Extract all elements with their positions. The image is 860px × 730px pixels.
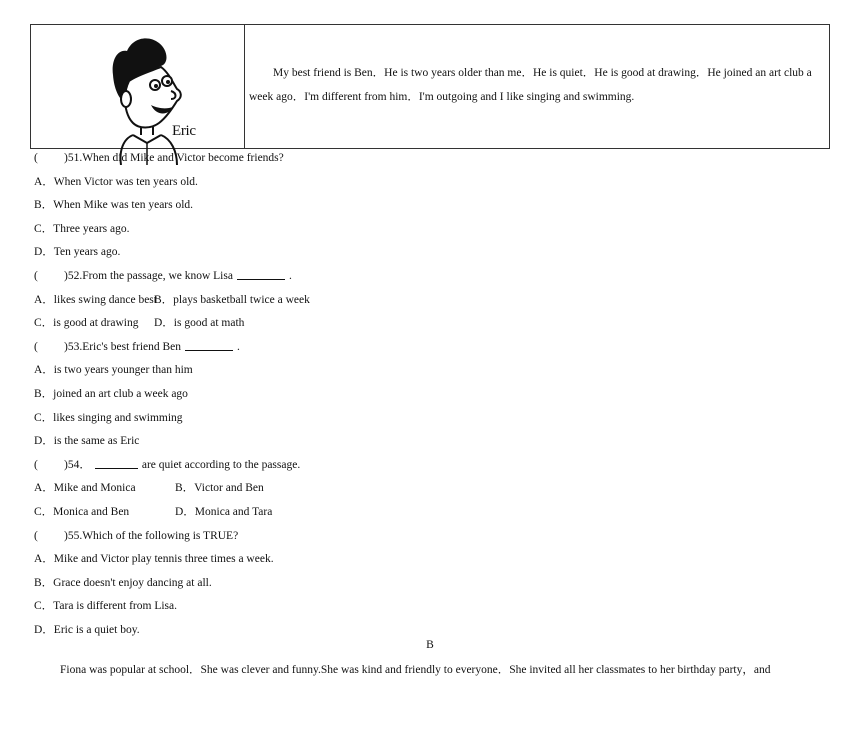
profile-picture-cell	[31, 25, 245, 148]
option: C．Tara is different from Lisa.	[34, 600, 178, 613]
question-52: ( )52.From the passage, we know Lisa .	[34, 265, 834, 289]
option-row	[34, 477, 834, 501]
option: B．When Mike was ten years old.	[34, 199, 194, 212]
profile-table	[30, 24, 830, 149]
option: A．Mike and Victor play tennis three times a week.	[34, 553, 274, 566]
passage-paragraph: Fiona was popular at school．She was clever and funny.She was kind and friendly to everyone．She invited all her classmates to her birthday party，and	[60, 664, 771, 676]
option: A．is two years younger than him	[34, 364, 193, 377]
option: B．Grace doesn't enjoy dancing at all.	[34, 576, 212, 589]
answer-blank	[185, 338, 233, 351]
option: C．likes singing and swimming	[34, 411, 183, 424]
profile-text-cell	[245, 25, 829, 148]
answer-blank	[237, 267, 285, 280]
option: B．joined an art club a week ago	[34, 387, 188, 400]
question-55: ( )55.Which of the following is TRUE?	[34, 529, 239, 542]
question-51: ( )51.When did Mike and Victor become friends?	[34, 152, 284, 164]
option: D．Monica and Tara	[175, 505, 273, 518]
question-53: ( )53.Eric's best friend Ben .	[34, 336, 834, 360]
option-row	[34, 501, 834, 525]
eric-name-label: Eric	[172, 123, 196, 139]
option: A．likes swing dance best	[34, 293, 157, 306]
option: A．When Victor was ten years old.	[34, 175, 198, 188]
option: C．is good at drawing	[34, 317, 139, 330]
answer-blank	[95, 456, 138, 469]
option: D．is good at math	[154, 317, 245, 330]
option: B．Victor and Ben	[175, 482, 264, 495]
question-stem: )55.Which of the following is TRUE?	[64, 529, 239, 542]
profile-text: My best friend is Ben．He is two years older than me．He is quiet．He is good at drawing．He joined an art club a week ago．I'm different from him．I'm outgoing and I like singing and swimming.	[249, 67, 812, 103]
option: D．Ten years ago.	[34, 246, 121, 259]
option: C．Three years ago.	[34, 222, 130, 235]
question-stem: )51.When did Mike and Victor become friends?	[64, 152, 284, 164]
boy-cartoon-illustration	[89, 31, 189, 165]
option-row	[34, 312, 834, 336]
questions-list	[34, 147, 834, 642]
option: A．Mike and Monica	[34, 482, 136, 495]
option: D．Eric is a quiet boy.	[34, 623, 140, 636]
question-stem: )54．	[64, 458, 91, 471]
question-stem: )52.From the passage, we know Lisa	[64, 269, 233, 282]
option: D．is the same as Eric	[34, 435, 140, 448]
section-heading: B	[426, 639, 434, 651]
option-row	[34, 289, 834, 313]
question-54: ( )54． are quiet according to the passage.	[34, 454, 834, 478]
option: B．plays basketball twice a week	[154, 293, 310, 306]
question-stem: )53.Eric's best friend Ben	[64, 340, 182, 353]
option: C．Monica and Ben	[34, 505, 130, 518]
